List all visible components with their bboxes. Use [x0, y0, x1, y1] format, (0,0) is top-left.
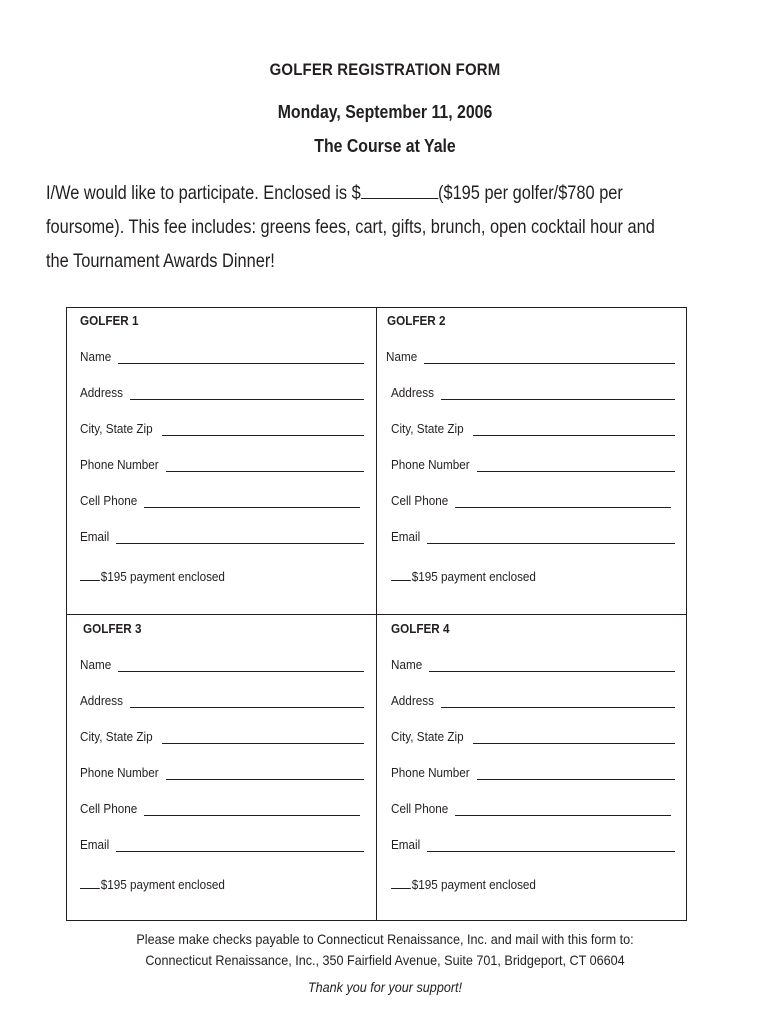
- intro-line-3: the Tournament Awards Dinner!: [46, 250, 275, 272]
- form-title: GOLFER REGISTRATION FORM: [269, 60, 501, 79]
- golfer-1-phone-field[interactable]: [166, 471, 364, 472]
- golfer-4-payment-label: $195 payment enclosed: [411, 877, 536, 892]
- golfer-4-heading: GOLFER 4: [391, 621, 450, 636]
- golfer-1-city-field[interactable]: [162, 435, 364, 436]
- golfer-1-city-label: City, State Zip: [80, 421, 153, 436]
- golfer-2-cell-label: Cell Phone: [391, 493, 449, 508]
- golfer-2-email-label: Email: [391, 529, 421, 544]
- mailing-address: Connecticut Renaissance, Inc., 350 Fairfield Avenue, Suite 701, Bridgeport, CT 06604: [145, 952, 625, 968]
- golfer-4-address-label: Address: [391, 693, 434, 708]
- golfer-1-cell-label: Cell Phone: [80, 493, 138, 508]
- golfer-3-city-label: City, State Zip: [80, 729, 153, 744]
- golfer-2-cell-field[interactable]: [455, 507, 671, 508]
- golfer-4-email-field[interactable]: [427, 851, 675, 852]
- golfer-2-name-label: Name: [386, 349, 418, 364]
- golfer-3-phone-label: Phone Number: [80, 765, 159, 780]
- golfer-3-payment-checkbox[interactable]: [80, 876, 100, 889]
- golfer-2-city-field[interactable]: [473, 435, 675, 436]
- golfer-4-cell-field[interactable]: [455, 815, 671, 816]
- golfer-1-address-label: Address: [80, 385, 123, 400]
- golfer-3-phone-field[interactable]: [166, 779, 364, 780]
- golfer-1-name-label: Name: [80, 349, 112, 364]
- golfer-3-name-field[interactable]: [118, 671, 364, 672]
- golfer-2-payment: [391, 568, 536, 584]
- golfer-2-address-field[interactable]: [441, 399, 675, 400]
- golfer-4-city-label: City, State Zip: [391, 729, 464, 744]
- mailing-instructions: Please make checks payable to Connecticut Renaissance, Inc. and mail with this form to:: [136, 931, 634, 947]
- golfer-3-cell-label: Cell Phone: [80, 801, 138, 816]
- golfer-1-address-field[interactable]: [130, 399, 364, 400]
- golfer-1-cell-field[interactable]: [144, 507, 360, 508]
- event-venue: The Course at Yale: [314, 136, 456, 156]
- intro-paragraph: [46, 176, 655, 278]
- golfer-2-email-field[interactable]: [427, 543, 675, 544]
- event-date: Monday, September 11, 2006: [277, 102, 493, 122]
- golfer-2-name-field[interactable]: [424, 363, 675, 364]
- grid-horizontal-divider: [66, 614, 687, 615]
- golfer-3-address-field[interactable]: [130, 707, 364, 708]
- golfer-2-payment-checkbox[interactable]: [391, 568, 411, 581]
- golfer-1-payment: [80, 568, 225, 584]
- golfer-4-address-field[interactable]: [441, 707, 675, 708]
- golfer-4-payment: [391, 876, 536, 892]
- golfer-4-phone-field[interactable]: [477, 779, 675, 780]
- intro-line-1-end: ($195 per golfer/$780 per: [438, 182, 623, 204]
- intro-line-1-start: I/We would like to participate. Enclosed is $: [46, 182, 361, 204]
- golfer-3-cell-field[interactable]: [144, 815, 360, 816]
- golfer-4-payment-checkbox[interactable]: [391, 876, 411, 889]
- golfer-3-city-field[interactable]: [162, 743, 364, 744]
- golfer-4-city-field[interactable]: [473, 743, 675, 744]
- golfer-2-heading: GOLFER 2: [387, 313, 446, 328]
- intro-line-1: [46, 176, 651, 210]
- thank-you-note: Thank you for your support!: [307, 979, 463, 995]
- golfer-1-email-label: Email: [80, 529, 110, 544]
- golfer-3-payment: [80, 876, 225, 892]
- golfer-3-email-field[interactable]: [116, 851, 364, 852]
- amount-enclosed-field[interactable]: [361, 182, 438, 199]
- golfer-3-heading: GOLFER 3: [83, 621, 142, 636]
- golfer-2-phone-field[interactable]: [477, 471, 675, 472]
- golfer-3-name-label: Name: [80, 657, 112, 672]
- golfer-1-email-field[interactable]: [116, 543, 364, 544]
- golfer-1-name-field[interactable]: [118, 363, 364, 364]
- golfer-1-payment-label: $195 payment enclosed: [100, 569, 225, 584]
- golfer-1-heading: GOLFER 1: [80, 313, 139, 328]
- golfer-1-payment-checkbox[interactable]: [80, 568, 100, 581]
- golfer-2-payment-label: $195 payment enclosed: [411, 569, 536, 584]
- golfer-3-address-label: Address: [80, 693, 123, 708]
- golfer-2-address-label: Address: [391, 385, 434, 400]
- golfer-3-email-label: Email: [80, 837, 110, 852]
- golfer-4-email-label: Email: [391, 837, 421, 852]
- golfer-3-payment-label: $195 payment enclosed: [100, 877, 225, 892]
- golfer-4-name-field[interactable]: [429, 671, 675, 672]
- golfer-4-name-label: Name: [391, 657, 423, 672]
- golfer-1-phone-label: Phone Number: [80, 457, 159, 472]
- golfer-2-city-label: City, State Zip: [391, 421, 464, 436]
- intro-line-2: foursome). This fee includes: greens fees, cart, gifts, brunch, open cocktail hour and: [46, 216, 655, 238]
- golfer-4-phone-label: Phone Number: [391, 765, 470, 780]
- golfer-4-cell-label: Cell Phone: [391, 801, 449, 816]
- golfer-2-phone-label: Phone Number: [391, 457, 470, 472]
